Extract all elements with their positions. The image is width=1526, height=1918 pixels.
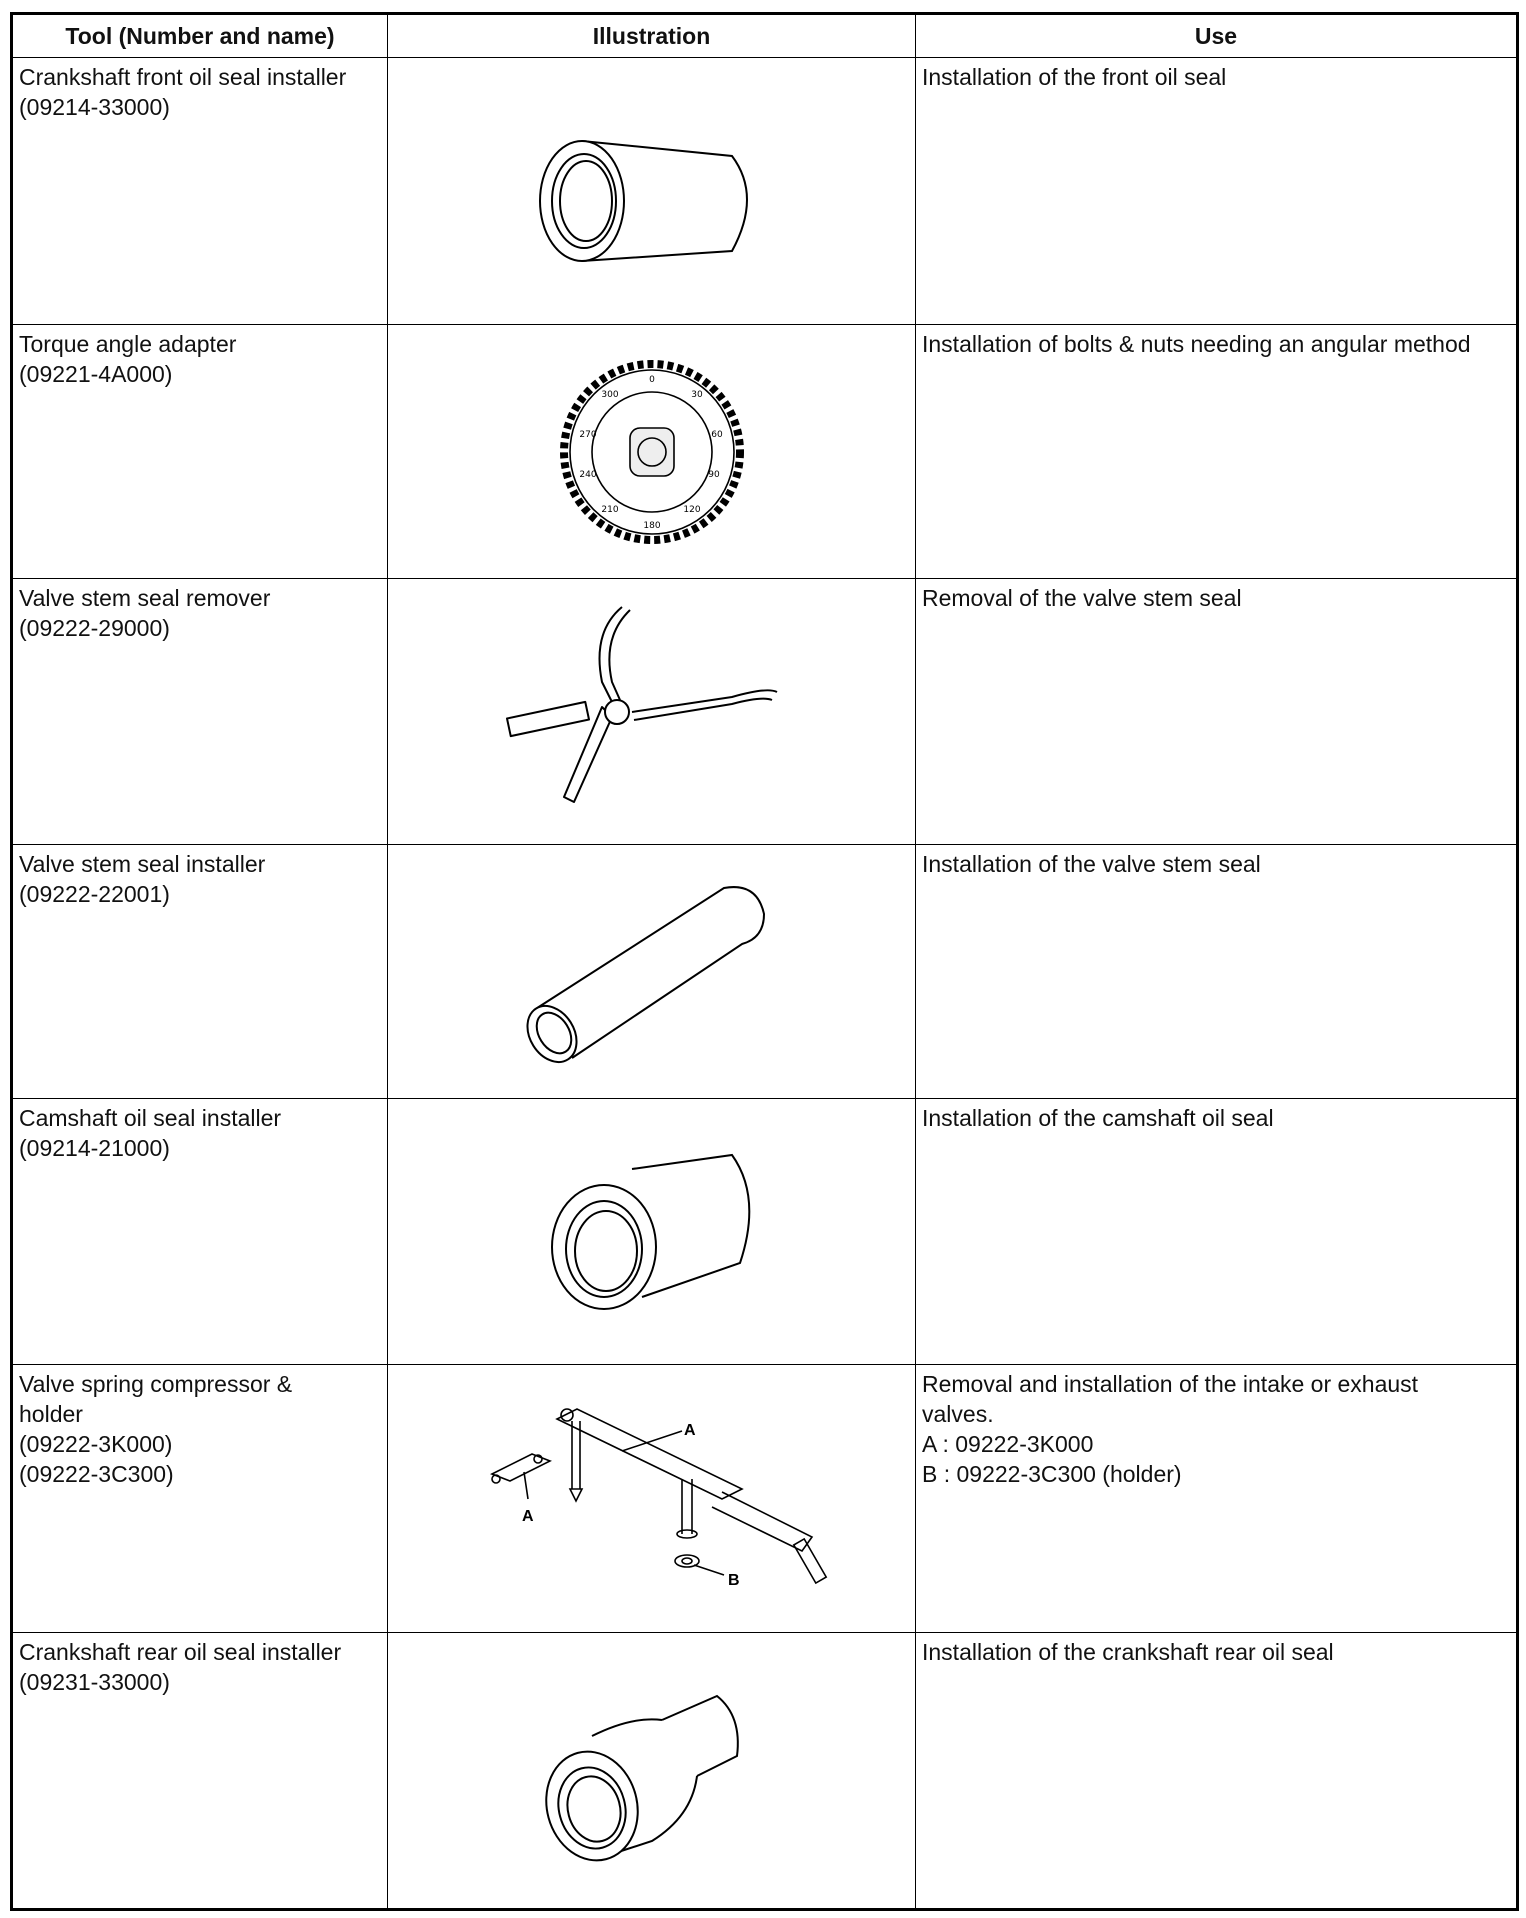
use-text: Installation of bolts & nuts needing an angular method (922, 331, 1471, 357)
tube-installer-icon (502, 872, 802, 1072)
table-row (13, 1633, 1517, 1909)
torque-angle-gauge-icon (552, 352, 752, 552)
tool-cell (13, 58, 388, 325)
svg-text:60: 60 (710, 429, 723, 440)
use-cell (916, 325, 1517, 579)
special-tools-table (12, 14, 1517, 1909)
tool-number: (09222-22001) (19, 881, 170, 907)
svg-text:240: 240 (578, 469, 597, 480)
illustration-cell (388, 1365, 916, 1633)
tool-number: (09231-33000) (19, 1669, 170, 1695)
svg-text:180: 180 (642, 520, 661, 531)
header-illustration: Illustration (388, 15, 916, 58)
table-row (13, 1365, 1517, 1633)
use-cell (916, 58, 1517, 325)
svg-text:0: 0 (648, 374, 655, 385)
pliers-icon (502, 592, 802, 832)
tool-cell (13, 845, 388, 1099)
svg-text:30: 30 (690, 389, 703, 400)
seal-installer-icon (522, 101, 782, 281)
tool-name: Crankshaft front oil seal installer (19, 64, 347, 90)
tool-cell (13, 1633, 388, 1909)
tool-name: Valve stem seal remover (19, 585, 271, 611)
illustration-cell (388, 58, 916, 325)
table-header-row (13, 15, 1517, 58)
use-text: B : 09222-3C300 (holder) (922, 1461, 1182, 1487)
tool-number: (09221-4A000) (19, 361, 173, 387)
callout-a-upper: A (683, 1421, 696, 1439)
illustration-cell (388, 1633, 916, 1909)
use-text: Installation of the valve stem seal (922, 851, 1261, 877)
header-tool: Tool (Number and name) (13, 15, 388, 58)
svg-text:120: 120 (682, 504, 701, 515)
illustration-cell (388, 325, 916, 579)
use-text: Installation of the front oil seal (922, 64, 1227, 90)
tool-name: Torque angle adapter (19, 331, 237, 357)
use-cell (916, 579, 1517, 845)
tool-number: (09214-33000) (19, 94, 170, 120)
tool-cell (13, 1099, 388, 1365)
callout-a-lower: A (521, 1507, 534, 1525)
illustration-cell (388, 579, 916, 845)
use-text: A : 09222-3K000 (922, 1431, 1094, 1457)
tool-cell (13, 579, 388, 845)
use-text: Removal and installation of the intake or exhaust valves. (922, 1371, 1419, 1427)
tool-number: (09214-21000) (19, 1135, 170, 1161)
tool-number: (09222-3C300) (19, 1461, 174, 1487)
valve-spring-compressor-icon (472, 1389, 832, 1609)
svg-text:210: 210 (600, 504, 619, 515)
illustration-cell (388, 845, 916, 1099)
table-row (13, 325, 1517, 579)
use-text: Installation of the crankshaft rear oil seal (922, 1639, 1334, 1665)
tool-name: Valve spring compressor & holder (19, 1371, 293, 1427)
header-use: Use (916, 15, 1517, 58)
use-cell (916, 1099, 1517, 1365)
use-cell (916, 845, 1517, 1099)
tool-name: Camshaft oil seal installer (19, 1105, 282, 1131)
illustration-cell (388, 1099, 916, 1365)
use-cell (916, 1633, 1517, 1909)
tool-number: (09222-29000) (19, 615, 170, 641)
tool-name: Valve stem seal installer (19, 851, 266, 877)
use-text: Removal of the valve stem seal (922, 585, 1242, 611)
table-row (13, 579, 1517, 845)
tool-name: Crankshaft rear oil seal installer (19, 1639, 342, 1665)
tool-cell (13, 325, 388, 579)
table-row (13, 1099, 1517, 1365)
use-text: Installation of the camshaft oil seal (922, 1105, 1274, 1131)
svg-text:270: 270 (578, 429, 597, 440)
table-row (13, 845, 1517, 1099)
callout-b: B (727, 1571, 740, 1589)
svg-text:300: 300 (600, 389, 619, 400)
tool-cell (13, 1365, 388, 1633)
svg-text:90: 90 (707, 469, 720, 480)
table-row (13, 58, 1517, 325)
use-cell (916, 1365, 1517, 1633)
seal-installer-icon (532, 1147, 772, 1317)
stepped-installer-icon (532, 1676, 772, 1866)
tool-number: (09222-3K000) (19, 1431, 173, 1457)
